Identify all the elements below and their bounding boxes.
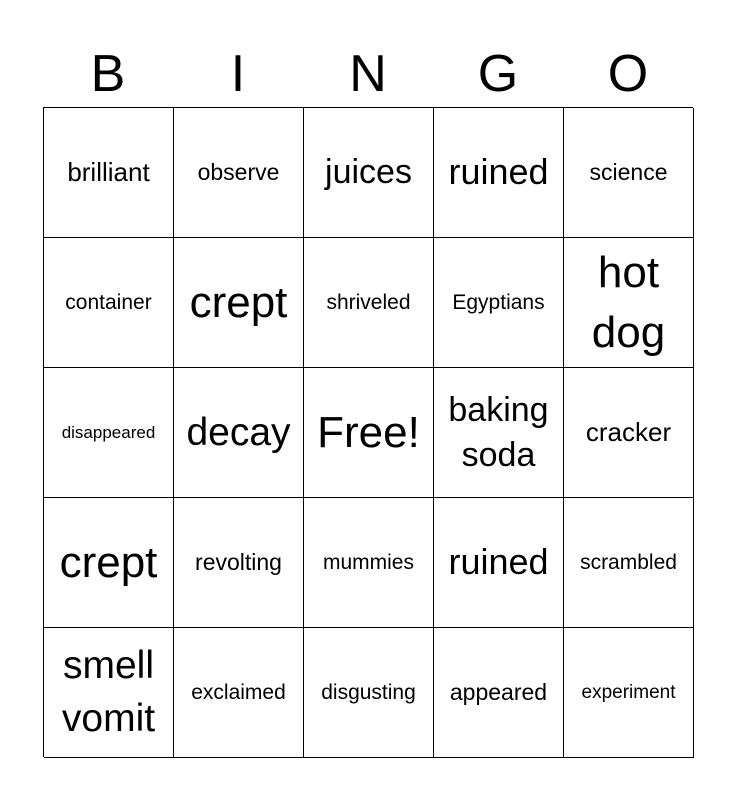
header-letter-b: B	[90, 45, 126, 103]
bingo-cell[interactable]	[434, 498, 564, 628]
cell-word: scrambled	[580, 550, 677, 574]
bingo-cell[interactable]	[44, 108, 174, 238]
bingo-cell[interactable]	[304, 498, 434, 628]
bingo-cell[interactable]	[44, 368, 174, 498]
bingo-cell[interactable]	[434, 238, 564, 368]
bingo-cell[interactable]	[304, 238, 434, 368]
header-letter-o: O	[607, 45, 649, 103]
free-space-label: Free!	[317, 407, 420, 457]
bingo-cell[interactable]	[434, 628, 564, 758]
cell-word: appeared	[449, 678, 548, 705]
bingo-cell[interactable]	[434, 108, 564, 238]
bingo-card-grid	[43, 107, 693, 757]
cell-word: exclaimed	[191, 680, 286, 704]
cell-word: disappeared	[61, 422, 156, 442]
cell-word: experiment	[581, 681, 676, 703]
cell-word: ruined	[448, 541, 549, 583]
cell-word: cracker	[585, 416, 672, 447]
bingo-cell[interactable]	[304, 628, 434, 758]
cell-word: smell vomit	[61, 643, 156, 740]
cell-word: shriveled	[326, 290, 411, 314]
bingo-cell[interactable]	[304, 108, 434, 238]
cell-word: crept	[59, 537, 158, 587]
bingo-cell[interactable]	[174, 238, 304, 368]
bingo-cell[interactable]	[564, 108, 694, 238]
bingo-cell[interactable]	[174, 108, 304, 238]
cell-word: juices	[325, 153, 412, 192]
bingo-cell[interactable]	[564, 238, 694, 368]
cell-word: decay	[186, 410, 291, 454]
cell-word: hot dog	[591, 248, 666, 357]
free-space[interactable]	[304, 368, 434, 498]
cell-word: disgusting	[321, 680, 416, 704]
cell-word: crept	[189, 277, 288, 327]
bingo-cell[interactable]	[174, 368, 304, 498]
header-letter-i: I	[230, 45, 246, 103]
bingo-cell[interactable]	[44, 238, 174, 368]
bingo-cell[interactable]	[174, 498, 304, 628]
bingo-cell[interactable]	[434, 368, 564, 498]
bingo-cell[interactable]	[564, 628, 694, 758]
cell-word: ruined	[448, 151, 549, 193]
cell-word: revolting	[195, 548, 282, 575]
header-letter-g: G	[477, 45, 519, 103]
bingo-cell[interactable]	[564, 368, 694, 498]
cell-word: observe	[197, 158, 280, 185]
cell-word: baking soda	[448, 391, 549, 474]
bingo-cell[interactable]	[44, 628, 174, 758]
cell-word: brilliant	[67, 156, 150, 187]
bingo-cell[interactable]	[174, 628, 304, 758]
header-letter-n: N	[349, 45, 387, 103]
cell-word: mummies	[322, 550, 414, 574]
bingo-header	[43, 42, 693, 106]
cell-word: Egyptians	[452, 290, 545, 314]
cell-word: science	[589, 158, 668, 185]
bingo-cell[interactable]	[44, 498, 174, 628]
bingo-cell[interactable]	[564, 498, 694, 628]
cell-word: container	[65, 290, 152, 314]
